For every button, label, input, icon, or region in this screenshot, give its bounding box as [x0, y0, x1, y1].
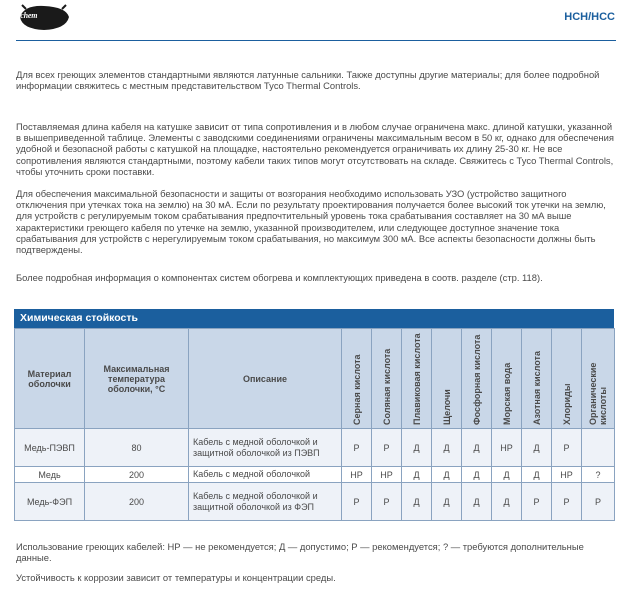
cell-value: Д [432, 467, 462, 483]
table-row [15, 483, 615, 521]
cell-value [582, 429, 615, 467]
cell-value: ? [582, 467, 615, 483]
document-code: HCH/HCC [564, 11, 615, 23]
header-nitric-acid: Азотная кислота [522, 329, 552, 429]
header-material: Материал оболочки [15, 329, 85, 429]
paragraph-components-ref: Более подробная информация о компонентах систем обогрева и комплектующих приведена в соотв. разделе (стр. 118). [16, 272, 543, 283]
header-chlorides: Хлориды [552, 329, 582, 429]
cell-value: Р [552, 483, 582, 521]
logo-text: Raychem [8, 11, 38, 20]
cell-value: Р [522, 483, 552, 521]
table-row [15, 467, 615, 483]
legend-footnote: Использование греющих кабелей: НР — не рекомендуется; Д — допустимо; Р — рекомендуется; ? — требуются дополнительные данные. [16, 541, 584, 564]
cell-value: Д [462, 467, 492, 483]
cell-value: Д [432, 429, 462, 467]
cell-value: Д [402, 483, 432, 521]
header-divider [16, 40, 616, 41]
cell-material: Медь-ПЭВП [15, 429, 85, 467]
cell-value: Д [462, 483, 492, 521]
header-max-temp: Максимальная температура оболочки, °C [85, 329, 189, 429]
header-hydrochloric-acid: Соляная кислота [372, 329, 402, 429]
cell-value: Д [492, 467, 522, 483]
cell-temp: 200 [85, 467, 189, 483]
cell-value: Д [492, 483, 522, 521]
paragraph-reel-length: Поставляемая длина кабеля на катушке зависит от типа сопротивления и в любом случае ограничена макс. длиной катушки, указанной в вышеприведенной таблице. Элементы с заводскими соединениями ограничены максимальным весом в 50 кг, однако для обеспечения удобной и безопасной работы с катушкой на площадке, настоятельно рекомендуется ограничивать их длину 25-30 кг. Не все сопротивления являются стандартными, поэтому кабели таких типов могут отсутствовать на складе. Свяжитесь с Tyco Thermal Controls, чтобы уточнить сроки поставки. [16, 121, 614, 177]
paragraph-glands: Для всех греющих элементов стандартными являются латунные сальники. Также доступны другие материалы; для более подробной информации свяжитесь с местным представительством Tyco Thermal Controls. [16, 69, 600, 92]
cell-value: НР [492, 429, 522, 467]
table-title: Химическая стойкость [14, 309, 614, 328]
cell-value: Р [552, 429, 582, 467]
cell-value: НР [342, 467, 372, 483]
cell-value: Р [342, 429, 372, 467]
cell-value: Р [372, 483, 402, 521]
header-sea-water: Морская вода [492, 329, 522, 429]
chemical-resistance-table [14, 309, 614, 521]
cell-value: Д [432, 483, 462, 521]
cell-description: Кабель с медной оболочкой [189, 467, 342, 483]
table-header-row [15, 329, 615, 429]
header-alkalis: Щелочи [432, 329, 462, 429]
header-hydrofluoric-acid: Плавиковая кислота [402, 329, 432, 429]
cell-value: Д [402, 467, 432, 483]
cell-value: Р [342, 483, 372, 521]
cell-value: НР [372, 467, 402, 483]
table-row [15, 429, 615, 467]
paragraph-rcd-safety: Для обеспечения максимальной безопасности и защиты от возгорания необходимо использовать УЗО (устройство защитного отключения при утечках тока на землю) на 30 мА. Если по результату проектирования получается более высокий ток утечки на землю, для устройств с регулируемым током срабатывания предпочтительный уровень тока срабатывания составляет на 30 мА выше характеристики греющего кабеля по утечке на землю, указанной производителем, или следующее доступное значение тока срабатывания для устройств с нерегулируемым током срабатывания, но максимум 300 мА. Все аспекты безопасности должны быть подтверждены. [16, 188, 606, 256]
cell-description: Кабель с медной оболочкой и защитной оболочкой из ПЭВП [189, 429, 342, 467]
corrosion-footnote: Устойчивость к коррозии зависит от температуры и концентрации среды. [16, 572, 336, 583]
cell-value: Р [372, 429, 402, 467]
header-sulfuric-acid: Серная кислота [342, 329, 372, 429]
cell-temp: 200 [85, 483, 189, 521]
cell-value: Р [582, 483, 615, 521]
cell-temp: 80 [85, 429, 189, 467]
cell-description: Кабель с медной оболочкой и защитной оболочкой из ФЭП [189, 483, 342, 521]
cell-value: Д [462, 429, 492, 467]
header-description: Описание [189, 329, 342, 429]
cell-material: Медь [15, 467, 85, 483]
header-phosphoric-acid: Фосфорная кислота [462, 329, 492, 429]
cell-value: Д [402, 429, 432, 467]
cell-material: Медь-ФЭП [15, 483, 85, 521]
header-organic-acids: Органические кислоты [582, 329, 615, 429]
cell-value: НР [552, 467, 582, 483]
cell-value: Д [522, 429, 552, 467]
cell-value: Д [522, 467, 552, 483]
